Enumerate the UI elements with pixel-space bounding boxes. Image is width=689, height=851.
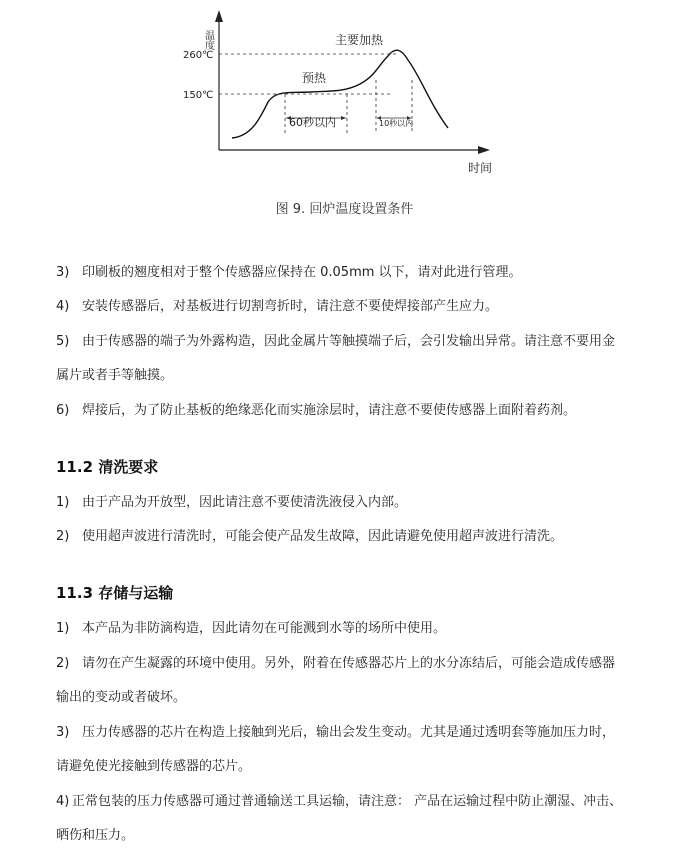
item-text: 使用超声波进行清洗时，可能会使产品发生故障，因此请避免使用超声波进行清洗。 <box>82 529 564 544</box>
label-150: 150℃ <box>183 90 214 101</box>
reflow-profile-figure <box>0 0 689 230</box>
item-text: 由于传感器的端子为外露构造，因此金属片等触摸端子后，会引发输出异常。请注意不要用金 <box>82 334 616 349</box>
list-item-continuation: 属片或者手等触摸。 <box>56 368 174 383</box>
label-260: 260℃ <box>183 50 214 61</box>
list-item <box>56 614 646 644</box>
list-item <box>56 488 646 518</box>
section-heading: 11.3 存储与运输 <box>56 584 174 602</box>
item-text: 由于产品为开放型，因此请注意不要使清洗液侵入内部。 <box>82 495 408 510</box>
list-item <box>56 718 646 748</box>
item-text: 本产品为非防滴构造，因此请勿在可能溅到水等的场所中使用。 <box>82 621 447 636</box>
item-text: 正常包装的压力传感器可通过普通输送工具运输，请注意： 产品在运输过程中防止潮湿、冲击、 <box>72 794 623 809</box>
x-axis-label: 时间 <box>468 161 493 175</box>
item-text: 安装传感器后，对基板进行切割弯折时，请注意不要使焊接部产生应力。 <box>82 299 499 314</box>
item-text: 焊接后，为了防止基板的绝缘恶化而实施涂层时，请注意不要使传感器上面附着药剂。 <box>82 403 577 418</box>
list-item <box>56 649 646 679</box>
item-number: 5) <box>56 334 70 349</box>
list-item <box>56 258 646 288</box>
item-number: 2) <box>56 656 70 671</box>
item-number: 2) <box>56 529 70 544</box>
list-item <box>56 327 646 357</box>
y-axis-label: 温度 <box>202 30 214 50</box>
label-preheat: 预热 <box>302 71 327 85</box>
item-number: 1) <box>56 495 70 510</box>
item-number: 4) <box>56 794 70 809</box>
list-item <box>56 522 646 552</box>
item-number: 6) <box>56 403 70 418</box>
item-text: 压力传感器的芯片在构造上接触到光后，输出会发生变动。尤其是通过透明套等施加压力时， <box>82 725 616 740</box>
item-number: 1) <box>56 621 70 636</box>
item-number: 3) <box>56 265 70 280</box>
y-axis-arrow <box>215 10 223 22</box>
figure-caption: 图 9. 回炉温度设置条件 <box>275 202 414 217</box>
list-item-continuation: 请避免使光接触到传感器的芯片。 <box>56 759 252 774</box>
list-item <box>56 787 646 817</box>
item-text: 印刷板的翘度相对于整个传感器应保持在 0.05mm 以下，请对此进行管理。 <box>82 265 522 280</box>
label-main-heating: 主要加热 <box>335 33 384 47</box>
x-axis-arrow <box>478 146 490 154</box>
item-text: 请勿在产生凝露的环境中使用。另外，附着在传感器芯片上的水分冻结后，可能会造成传感器 <box>82 656 616 671</box>
list-item-continuation: 输出的变动或者破坏。 <box>56 690 187 705</box>
reflow-profile-diagram <box>0 0 689 230</box>
label-60s: 60秒以内 <box>289 116 336 129</box>
list-item <box>56 396 646 426</box>
item-number: 4) <box>56 299 70 314</box>
list-item-continuation: 晒伤和压力。 <box>56 828 135 843</box>
section-heading: 11.2 清洗要求 <box>56 458 159 476</box>
item-number: 3) <box>56 725 70 740</box>
list-item <box>56 292 646 322</box>
label-10s: 10秒以内 <box>379 119 414 128</box>
span-60s-arrow-right <box>341 116 346 120</box>
